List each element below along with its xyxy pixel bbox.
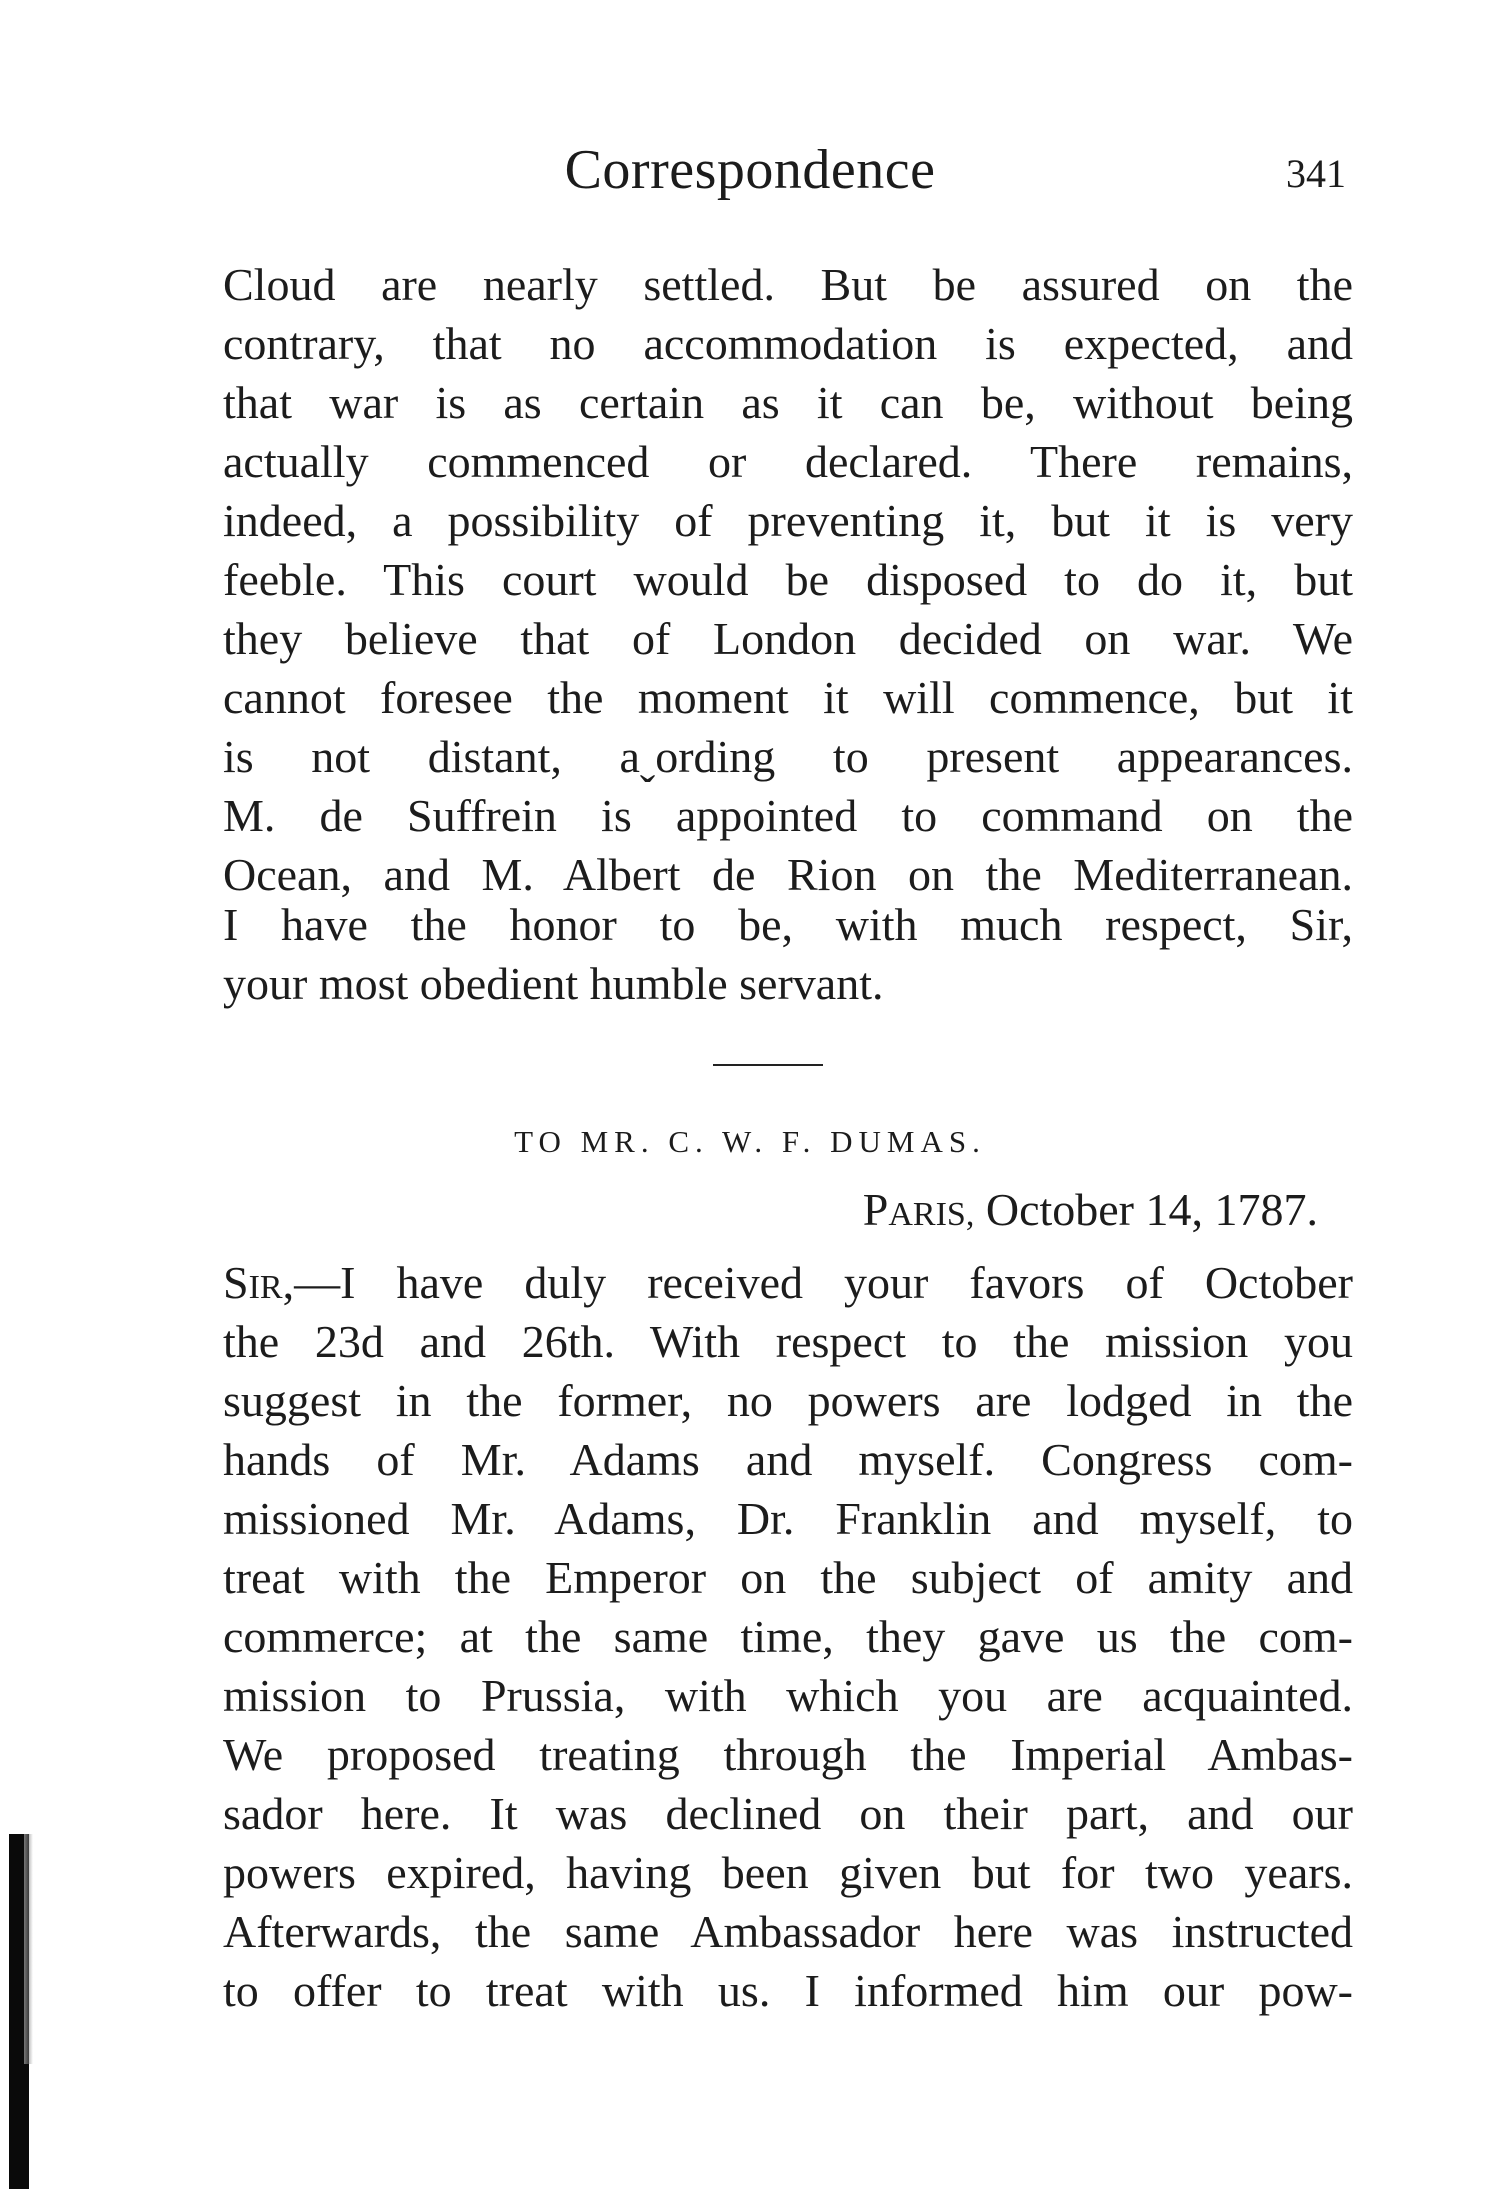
text-line: indeed, a possibility of preventing it, but it is very (223, 495, 1353, 546)
dateline-date: October 14, 1787. (985, 1184, 1318, 1235)
text-line: suggest in the former, no powers are lodged in the (223, 1375, 1353, 1426)
text-line: treat with the Emperor on the subject of amity and (223, 1552, 1353, 1603)
letter-body-continued (223, 255, 1353, 904)
text-line: feeble. This court would be disposed to do it, but (223, 554, 1353, 605)
text-line: powers expired, having been given but for two years. (223, 1847, 1353, 1898)
dateline (0, 1180, 1318, 1245)
dateline-place: PARIS, (862, 1184, 975, 1235)
page-number: 341 (1286, 151, 1346, 196)
text-line: sador here. It was declined on their part, and our (223, 1788, 1353, 1839)
text-line: Cloud are nearly settled. But be assured on the (223, 259, 1353, 310)
text-line: mission to Prussia, with which you are acquainted. (223, 1670, 1353, 1721)
text-line: SIR,—I have duly received your favors of October (223, 1257, 1353, 1308)
text-line: they believe that of London decided on war. We (223, 613, 1353, 664)
text-line: missioned Mr. Adams, Dr. Franklin and myself, to (223, 1493, 1353, 1544)
closing-line: your most obedient humble servant. (223, 958, 884, 1009)
text-line: is not distant, aˬording to present appearances. (223, 731, 1353, 782)
text-line: that war is as certain as it can be, without being (223, 377, 1353, 428)
text-line: hands of Mr. Adams and myself. Congress com- (223, 1434, 1353, 1485)
running-header (0, 138, 1500, 208)
text-line: contrary, that no accommodation is expected, and (223, 318, 1353, 369)
text-line: Afterwards, the same Ambassador here was instructed (223, 1906, 1353, 1957)
text-line: actually commenced or declared. There remains, (223, 436, 1353, 487)
text-line: Ocean, and M. Albert de Rion on the Mediterranean. (223, 849, 1353, 900)
page-title: Correspondence (564, 139, 936, 201)
scan-edge-fade (24, 1834, 33, 2064)
text-line: cannot foresee the moment it will commence, but it (223, 672, 1353, 723)
closing-line: I have the honor to be, with much respect, Sir, (223, 899, 1353, 950)
text-line: We proposed treating through the Imperial Ambas- (223, 1729, 1353, 1780)
text-line: the 23d and 26th. With respect to the mission you (223, 1316, 1353, 1367)
letter-body (223, 1253, 1353, 2020)
text-line: to offer to treat with us. I informed him our pow- (223, 1965, 1353, 2016)
text-line: M. de Suffrein is appointed to command on the (223, 790, 1353, 841)
text-line: commerce; at the same time, they gave us the com- (223, 1611, 1353, 1662)
section-divider (713, 1064, 823, 1066)
letter-closing (223, 895, 1353, 1013)
letter-heading: TO MR. C. W. F. DUMAS. (514, 1124, 986, 1159)
